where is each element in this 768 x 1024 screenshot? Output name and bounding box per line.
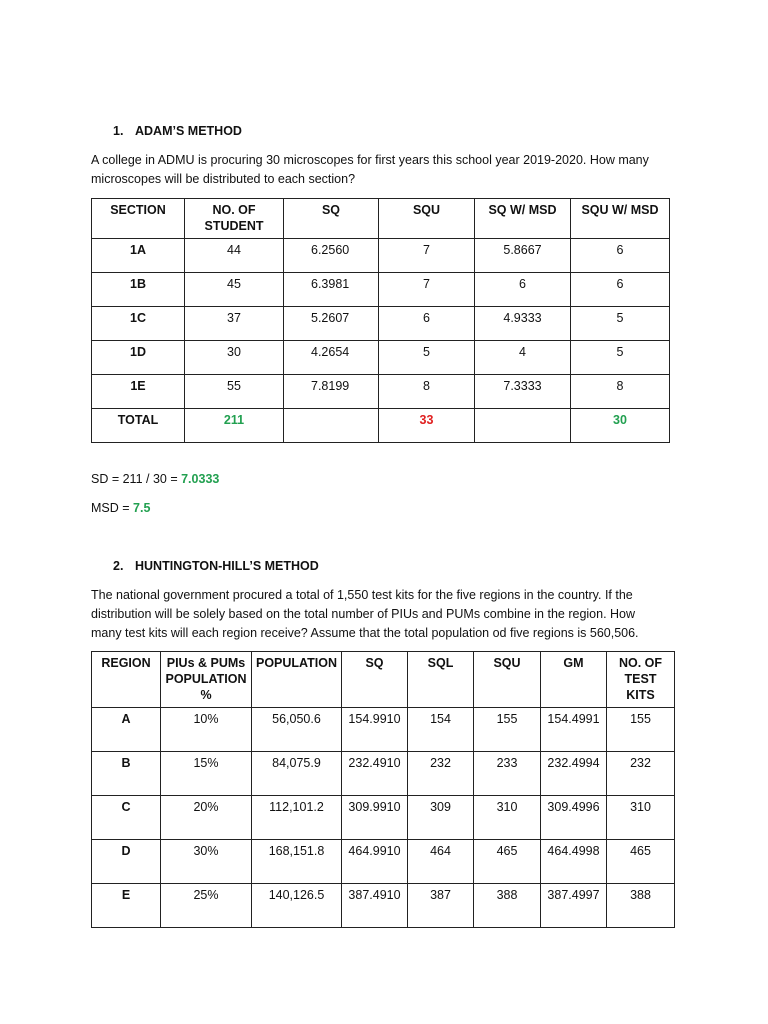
table-header-row (92, 199, 670, 239)
table-cell: 44 (185, 239, 284, 273)
table-row (92, 840, 675, 884)
section1-question-line: A college in ADMU is procuring 30 microscopes for first years this school year 2019-2020. How many (91, 153, 649, 167)
table-cell: 464.4998 (541, 840, 607, 884)
header-cell: SQ (342, 652, 408, 708)
section1-title: ADAM’S METHOD (135, 124, 242, 138)
section2-number: 2. (113, 559, 124, 573)
table-cell: 25% (161, 884, 252, 928)
table-cell: 232.4910 (342, 752, 408, 796)
table-cell: 30 (185, 341, 284, 375)
table-cell: 7.3333 (475, 375, 571, 409)
table-header-row (92, 652, 675, 708)
table-cell: 84,075.9 (252, 752, 342, 796)
table-cell: 55 (185, 375, 284, 409)
header-cell: SQU (474, 652, 541, 708)
sd-label: SD = 211 / 30 = (91, 472, 182, 486)
table-cell: 10% (161, 708, 252, 752)
total-squ: 33 (379, 409, 475, 443)
table-cell: 1A (92, 239, 185, 273)
sd-value: 7.0333 (181, 472, 220, 486)
section1-question (91, 151, 731, 189)
table-cell: 20% (161, 796, 252, 840)
header-cell: SQ W/ MSD (475, 199, 571, 239)
table-cell: C (92, 796, 161, 840)
table-cell: 6.3981 (284, 273, 379, 307)
table-cell: 6 (475, 273, 571, 307)
table-cell (475, 409, 571, 443)
table-cell: 5 (571, 341, 670, 375)
table-cell: 310 (607, 796, 675, 840)
table-cell: 6 (379, 307, 475, 341)
table-cell: 1E (92, 375, 185, 409)
table-cell: 30% (161, 840, 252, 884)
table-cell: 232 (408, 752, 474, 796)
section2-title: HUNTINGTON-HILL’S METHOD (135, 559, 319, 573)
table-cell: 6 (571, 239, 670, 273)
table-row (92, 273, 670, 307)
table-cell: E (92, 884, 161, 928)
msd-value: 7.5 (133, 501, 151, 515)
table-cell: 465 (607, 840, 675, 884)
table-cell: 4 (475, 341, 571, 375)
table-row (92, 307, 670, 341)
table-cell: 112,101.2 (252, 796, 342, 840)
table-cell: 7 (379, 239, 475, 273)
sd-line (91, 472, 219, 486)
table-cell: 154.9910 (342, 708, 408, 752)
table-cell: 4.9333 (475, 307, 571, 341)
total-squ-msd: 30 (571, 409, 670, 443)
table-cell: D (92, 840, 161, 884)
table-cell: 465 (474, 840, 541, 884)
adams-table (91, 198, 670, 443)
table-cell: 309.9910 (342, 796, 408, 840)
table-row (92, 752, 675, 796)
table-cell: 233 (474, 752, 541, 796)
table-cell: 388 (474, 884, 541, 928)
table-cell: 464.9910 (342, 840, 408, 884)
header-cell: PIUs & PUMs POPULATION % (161, 652, 252, 708)
table-cell: 5 (379, 341, 475, 375)
header-cell: SQL (408, 652, 474, 708)
header-cell: SECTION (92, 199, 185, 239)
table-cell: 387.4997 (541, 884, 607, 928)
table-cell: 45 (185, 273, 284, 307)
table-cell: 232 (607, 752, 675, 796)
table-cell: 5.8667 (475, 239, 571, 273)
table-cell: 56,050.6 (252, 708, 342, 752)
table-cell: 387 (408, 884, 474, 928)
header-cell: GM (541, 652, 607, 708)
header-cell: POPULATION (252, 652, 342, 708)
table-cell: 387.4910 (342, 884, 408, 928)
table-cell: 154 (408, 708, 474, 752)
table-cell: 37 (185, 307, 284, 341)
table-cell: 1B (92, 273, 185, 307)
huntington-hill-table (91, 651, 675, 928)
header-cell: NO. OF STUDENT (185, 199, 284, 239)
table-cell: 7 (379, 273, 475, 307)
table-cell: 15% (161, 752, 252, 796)
table-cell: 155 (474, 708, 541, 752)
total-students: 211 (185, 409, 284, 443)
section2-question-line: distribution will be solely based on the total number of PIUs and PUMs combine in the region. How (91, 607, 636, 621)
table-cell: 155 (607, 708, 675, 752)
header-cell: REGION (92, 652, 161, 708)
section2-question-line: many test kits will each region receive? Assume that the total population od five regions is 560,506. (91, 626, 639, 640)
header-cell: SQ (284, 199, 379, 239)
section2-question-line: The national government procured a total of 1,550 test kits for the five regions in the country. If the (91, 588, 633, 602)
section1-question-line: microscopes will be distributed to each section? (91, 172, 356, 186)
msd-line (91, 501, 150, 515)
table-total-row (92, 409, 670, 443)
table-cell: 154.4991 (541, 708, 607, 752)
table-cell: 309 (408, 796, 474, 840)
header-cell: SQU W/ MSD (571, 199, 670, 239)
table-row (92, 239, 670, 273)
table-cell: 232.4994 (541, 752, 607, 796)
total-label: TOTAL (92, 409, 185, 443)
table-cell: 5.2607 (284, 307, 379, 341)
table-cell: A (92, 708, 161, 752)
msd-label: MSD = (91, 501, 134, 515)
table-cell: 309.4996 (541, 796, 607, 840)
table-cell: 6.2560 (284, 239, 379, 273)
table-cell: 388 (607, 884, 675, 928)
section1-number: 1. (113, 124, 124, 138)
table-cell: 140,126.5 (252, 884, 342, 928)
table-row (92, 341, 670, 375)
table-cell: 8 (571, 375, 670, 409)
section2-question (91, 586, 741, 643)
table-cell: B (92, 752, 161, 796)
table-row (92, 884, 675, 928)
section1-heading (113, 124, 242, 138)
table-cell: 6 (571, 273, 670, 307)
section2-heading (113, 559, 319, 573)
table-cell: 464 (408, 840, 474, 884)
table-cell: 1D (92, 341, 185, 375)
table-cell: 168,151.8 (252, 840, 342, 884)
table-cell: 1C (92, 307, 185, 341)
table-row (92, 708, 675, 752)
table-cell: 7.8199 (284, 375, 379, 409)
table-cell: 5 (571, 307, 670, 341)
header-cell: NO. OF TEST KITS (607, 652, 675, 708)
table-row (92, 796, 675, 840)
table-cell (284, 409, 379, 443)
header-cell: SQU (379, 199, 475, 239)
table-cell: 4.2654 (284, 341, 379, 375)
table-cell: 310 (474, 796, 541, 840)
table-cell: 8 (379, 375, 475, 409)
table-row (92, 375, 670, 409)
